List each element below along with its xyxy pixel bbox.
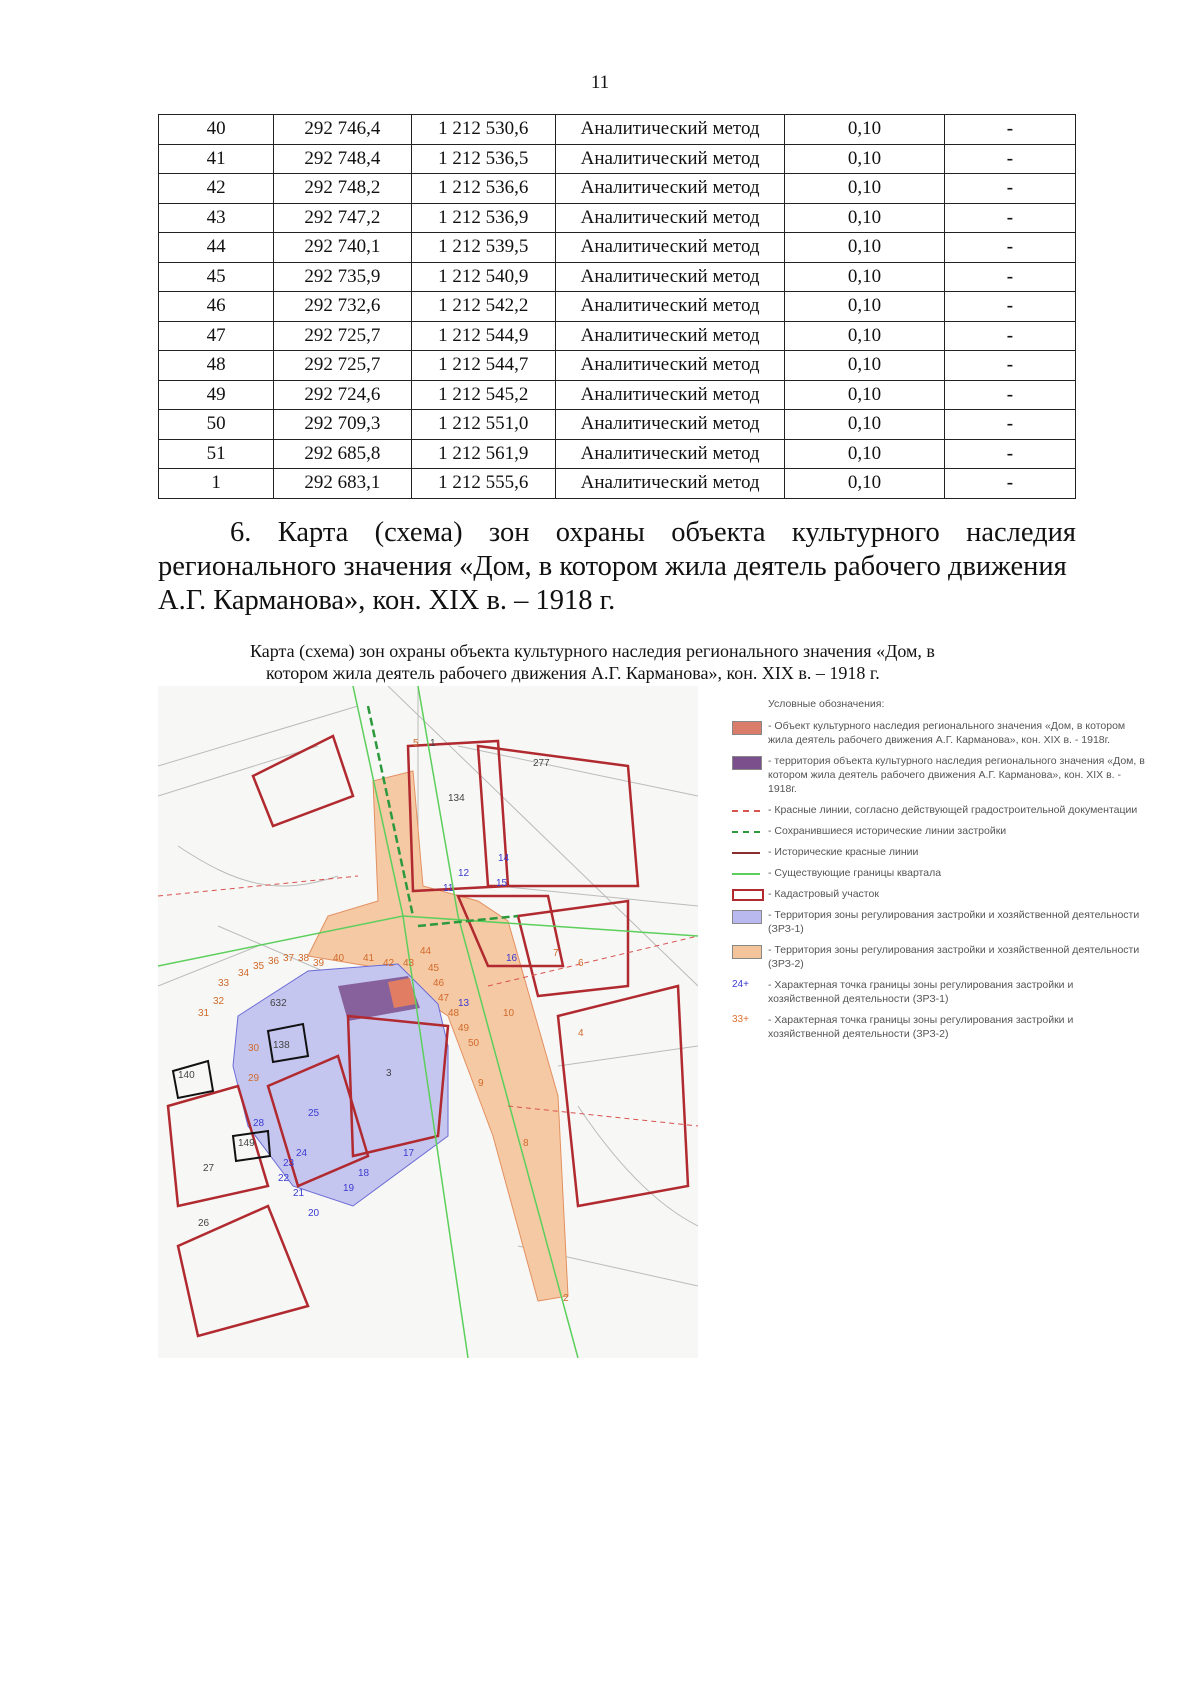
- map-label: 48: [448, 1008, 460, 1019]
- map-label: 134: [448, 793, 465, 804]
- map-label: 17: [403, 1148, 415, 1159]
- zrz1-point-icon: 24+: [732, 979, 749, 990]
- table-cell: 1 212 536,5: [411, 144, 555, 174]
- map-caption-line: котором жила деятель рабочего движения А.Г. Карманова», кон. XIX в. – 1918 г.: [266, 663, 880, 683]
- section-heading-line: А.Г. Карманова», кон. XIX в. – 1918 г.: [158, 585, 616, 616]
- table-row: [159, 292, 1076, 322]
- table-cell: -: [944, 233, 1075, 263]
- table-cell: 1 212 542,2: [411, 292, 555, 322]
- table-cell: 42: [159, 174, 274, 204]
- page-number: 11: [590, 72, 610, 93]
- table-cell: Аналитический метод: [555, 292, 785, 322]
- legend-item: [728, 754, 1148, 796]
- map-caption-line: Карта (схема) зон охраны объекта культурного наследия регионального значения «Дом, в: [250, 641, 935, 661]
- map-label: 27: [203, 1163, 215, 1174]
- map-label: 29: [248, 1073, 260, 1084]
- section-heading: [158, 516, 1076, 618]
- table-cell: 0,10: [785, 233, 944, 263]
- historic-building-line-dashed-icon: [732, 831, 760, 833]
- map-label: 36: [268, 956, 280, 967]
- table-cell: Аналитический метод: [555, 380, 785, 410]
- table-cell: 51: [159, 439, 274, 469]
- table-cell: 0,10: [785, 203, 944, 233]
- table-cell: Аналитический метод: [555, 469, 785, 499]
- map-label: 46: [433, 978, 445, 989]
- table-cell: Аналитический метод: [555, 174, 785, 204]
- map-caption: [250, 640, 1070, 684]
- legend-item-text: - Территория зоны регулирования застройки и хозяйственной деятельности (ЗРЗ-1): [768, 909, 1140, 935]
- table-cell: 292 747,2: [274, 203, 411, 233]
- table-cell: 1 212 545,2: [411, 380, 555, 410]
- table-cell: 48: [159, 351, 274, 381]
- legend-item: [728, 824, 1148, 838]
- table-cell: 1 212 530,6: [411, 115, 555, 145]
- table-row: [159, 115, 1076, 145]
- map-label: 28: [253, 1118, 265, 1129]
- table-row: [159, 203, 1076, 233]
- table-cell: 45: [159, 262, 274, 292]
- table-cell: 41: [159, 144, 274, 174]
- map-label: 277: [533, 758, 550, 769]
- table-row: [159, 174, 1076, 204]
- map-label: 43: [403, 958, 415, 969]
- map-label: 23: [283, 1158, 295, 1169]
- table-cell: -: [944, 262, 1075, 292]
- legend-item-text: - Красные линии, согласно действующей градостроительной документации: [768, 804, 1138, 816]
- legend-item-text: - Кадастровый участок: [768, 888, 879, 900]
- table-cell: Аналитический метод: [555, 233, 785, 263]
- map-label: 16: [506, 953, 518, 964]
- heritage-object-swatch-icon: [732, 721, 762, 735]
- table-cell: 40: [159, 115, 274, 145]
- heritage-territory-swatch-icon: [732, 756, 762, 770]
- table-cell: 0,10: [785, 144, 944, 174]
- section-heading-line: регионального значения «Дом, в котором жила деятель рабочего движения: [158, 551, 1067, 582]
- map-label: 8: [523, 1138, 529, 1149]
- map-label: 24: [296, 1148, 308, 1159]
- map-label: 31: [198, 1008, 210, 1019]
- table-row: [159, 410, 1076, 440]
- map-label: 11: [443, 883, 454, 894]
- table-cell: 292 725,7: [274, 351, 411, 381]
- legend-title: Условные обозначения:: [768, 698, 885, 710]
- table-cell: 0,10: [785, 115, 944, 145]
- map-label: 42: [383, 958, 395, 969]
- table-cell: 50: [159, 410, 274, 440]
- map-label: 7: [553, 948, 559, 959]
- table-cell: 0,10: [785, 262, 944, 292]
- zrz2-swatch-icon: [732, 945, 762, 959]
- map-label: 49: [458, 1023, 470, 1034]
- zrz2-point-icon: 33+: [732, 1014, 749, 1025]
- table-cell: 292 683,1: [274, 469, 411, 499]
- map-label: 32: [213, 996, 225, 1007]
- table-cell: 44: [159, 233, 274, 263]
- legend-item-text: - Объект культурного наследия регионального значения «Дом, в котором жила деятель рабочего движения А.Г. Карманова», кон. XIX в. - 1918г.: [768, 720, 1126, 746]
- table-cell: -: [944, 410, 1075, 440]
- map-label: 6: [578, 958, 584, 969]
- table-cell: 292 748,4: [274, 144, 411, 174]
- map-label: 26: [198, 1218, 210, 1229]
- table-cell: 1 212 536,9: [411, 203, 555, 233]
- map-label: 40: [333, 953, 345, 964]
- table-cell: Аналитический метод: [555, 321, 785, 351]
- table-cell: 46: [159, 292, 274, 322]
- table-row: [159, 233, 1076, 263]
- table-cell: -: [944, 380, 1075, 410]
- table-cell: 1 212 561,9: [411, 439, 555, 469]
- table-cell: -: [944, 292, 1075, 322]
- table-cell: 47: [159, 321, 274, 351]
- table-cell: 292 724,6: [274, 380, 411, 410]
- map-label: 25: [308, 1108, 320, 1119]
- map-label: 44: [420, 946, 432, 957]
- section-heading-line: 6. Карта (схема) зон охраны объекта культурного наследия: [230, 517, 1076, 548]
- map-legend: [728, 697, 1148, 1048]
- legend-item: [728, 1013, 1148, 1041]
- legend-item: [728, 943, 1148, 971]
- table-cell: 0,10: [785, 174, 944, 204]
- table-cell: 1 212 544,9: [411, 321, 555, 351]
- cadastral-plot-box-icon: [732, 889, 764, 901]
- legend-item-text: - Характерная точка границы зоны регулирования застройки и хозяйственной деятельности (ЗРЗ-2): [768, 1014, 1074, 1040]
- table-cell: 0,10: [785, 321, 944, 351]
- map-label: 38: [298, 953, 310, 964]
- map-label: 34: [238, 968, 250, 979]
- table-cell: Аналитический метод: [555, 262, 785, 292]
- table-cell: 292 725,7: [274, 321, 411, 351]
- table-cell: 1 212 539,5: [411, 233, 555, 263]
- table-cell: 1 212 544,7: [411, 351, 555, 381]
- table-cell: -: [944, 174, 1075, 204]
- map-label: 140: [178, 1070, 195, 1081]
- table-row: [159, 144, 1076, 174]
- legend-item: [728, 719, 1148, 747]
- table-cell: 0,10: [785, 292, 944, 322]
- map-label: 50: [468, 1038, 480, 1049]
- table-cell: 0,10: [785, 469, 944, 499]
- map-label: 30: [248, 1043, 260, 1054]
- table-cell: Аналитический метод: [555, 144, 785, 174]
- map-label: 39: [313, 958, 325, 969]
- red-line-dashed-icon: [732, 810, 760, 812]
- map-label: 9: [478, 1078, 484, 1089]
- legend-item: [728, 866, 1148, 880]
- map-label: 45: [428, 963, 440, 974]
- map-label: 10: [503, 1008, 515, 1019]
- table-cell: 1 212 555,6: [411, 469, 555, 499]
- map-label: 138: [273, 1040, 290, 1051]
- table-cell: -: [944, 351, 1075, 381]
- table-cell: Аналитический метод: [555, 351, 785, 381]
- table-cell: 49: [159, 380, 274, 410]
- quarter-boundary-line-icon: [732, 873, 760, 875]
- map-label: 22: [278, 1173, 290, 1184]
- map-label: 21: [293, 1188, 305, 1199]
- map-label: 1: [430, 738, 436, 749]
- table-cell: -: [944, 321, 1075, 351]
- legend-item-text: - Территория зоны регулирования застройки и хозяйственной деятельности (ЗРЗ-2): [768, 944, 1140, 970]
- map-label: 33: [218, 978, 230, 989]
- legend-item-text: - территория объекта культурного наследия регионального значения «Дом, в котором жила деятель рабочего движения А.Г. Карманова», кон. XIX в. - 1918г.: [768, 755, 1145, 795]
- table-cell: 292 732,6: [274, 292, 411, 322]
- table-cell: 1 212 551,0: [411, 410, 555, 440]
- map-label: 47: [438, 993, 450, 1004]
- coordinates-table: [158, 114, 1076, 499]
- map-label: 20: [308, 1208, 320, 1219]
- table-row: [159, 351, 1076, 381]
- table-cell: -: [944, 439, 1075, 469]
- table-cell: -: [944, 115, 1075, 145]
- map-label: 3: [386, 1068, 392, 1079]
- map-label: 13: [458, 998, 470, 1009]
- table-cell: 43: [159, 203, 274, 233]
- map-label: 19: [343, 1183, 355, 1194]
- table-cell: 292 709,3: [274, 410, 411, 440]
- table-row: [159, 321, 1076, 351]
- table-row: [159, 380, 1076, 410]
- legend-item-text: - Характерная точка границы зоны регулирования застройки и хозяйственной деятельности (ЗРЗ-1): [768, 979, 1074, 1005]
- table-cell: -: [944, 144, 1075, 174]
- table-cell: 0,10: [785, 380, 944, 410]
- map-label: 4: [578, 1028, 584, 1039]
- table-cell: 1: [159, 469, 274, 499]
- zone-map: [158, 686, 698, 1358]
- map-label: 35: [253, 961, 265, 972]
- map-label: 2: [563, 1293, 569, 1304]
- table-cell: 292 735,9: [274, 262, 411, 292]
- legend-item: [728, 845, 1148, 859]
- table-cell: 292 748,2: [274, 174, 411, 204]
- table-cell: Аналитический метод: [555, 115, 785, 145]
- table-cell: 0,10: [785, 410, 944, 440]
- table-cell: 292 740,1: [274, 233, 411, 263]
- map-label: 149: [238, 1138, 255, 1149]
- table-cell: 1 212 540,9: [411, 262, 555, 292]
- table-row: [159, 439, 1076, 469]
- legend-item: [728, 908, 1148, 936]
- legend-item-text: - Исторические красные линии: [768, 846, 919, 858]
- map-label: 632: [270, 998, 287, 1009]
- table-cell: Аналитический метод: [555, 439, 785, 469]
- zrz1-swatch-icon: [732, 910, 762, 924]
- table-cell: 292 685,8: [274, 439, 411, 469]
- zone-map-drawing: [158, 686, 698, 1358]
- legend-item: [728, 803, 1148, 817]
- map-label: 12: [458, 868, 470, 879]
- legend-item: [728, 978, 1148, 1006]
- table-cell: 0,10: [785, 351, 944, 381]
- table-row: [159, 469, 1076, 499]
- map-label: 37: [283, 953, 295, 964]
- map-label: 18: [358, 1168, 370, 1179]
- table-cell: -: [944, 469, 1075, 499]
- historic-red-line-icon: [732, 852, 760, 854]
- table-cell: Аналитический метод: [555, 410, 785, 440]
- table-row: [159, 262, 1076, 292]
- table-cell: -: [944, 203, 1075, 233]
- table-cell: Аналитический метод: [555, 203, 785, 233]
- legend-item-text: - Существующие границы квартала: [768, 867, 942, 879]
- map-label: 15: [496, 878, 508, 889]
- legend-item-text: - Сохранившиеся исторические линии застройки: [768, 825, 1007, 837]
- map-label: 41: [363, 953, 375, 964]
- legend-item: [728, 887, 1148, 901]
- map-label: 5: [413, 738, 419, 749]
- map-label: 14: [498, 853, 510, 864]
- table-cell: 1 212 536,6: [411, 174, 555, 204]
- table-cell: 292 746,4: [274, 115, 411, 145]
- table-cell: 0,10: [785, 439, 944, 469]
